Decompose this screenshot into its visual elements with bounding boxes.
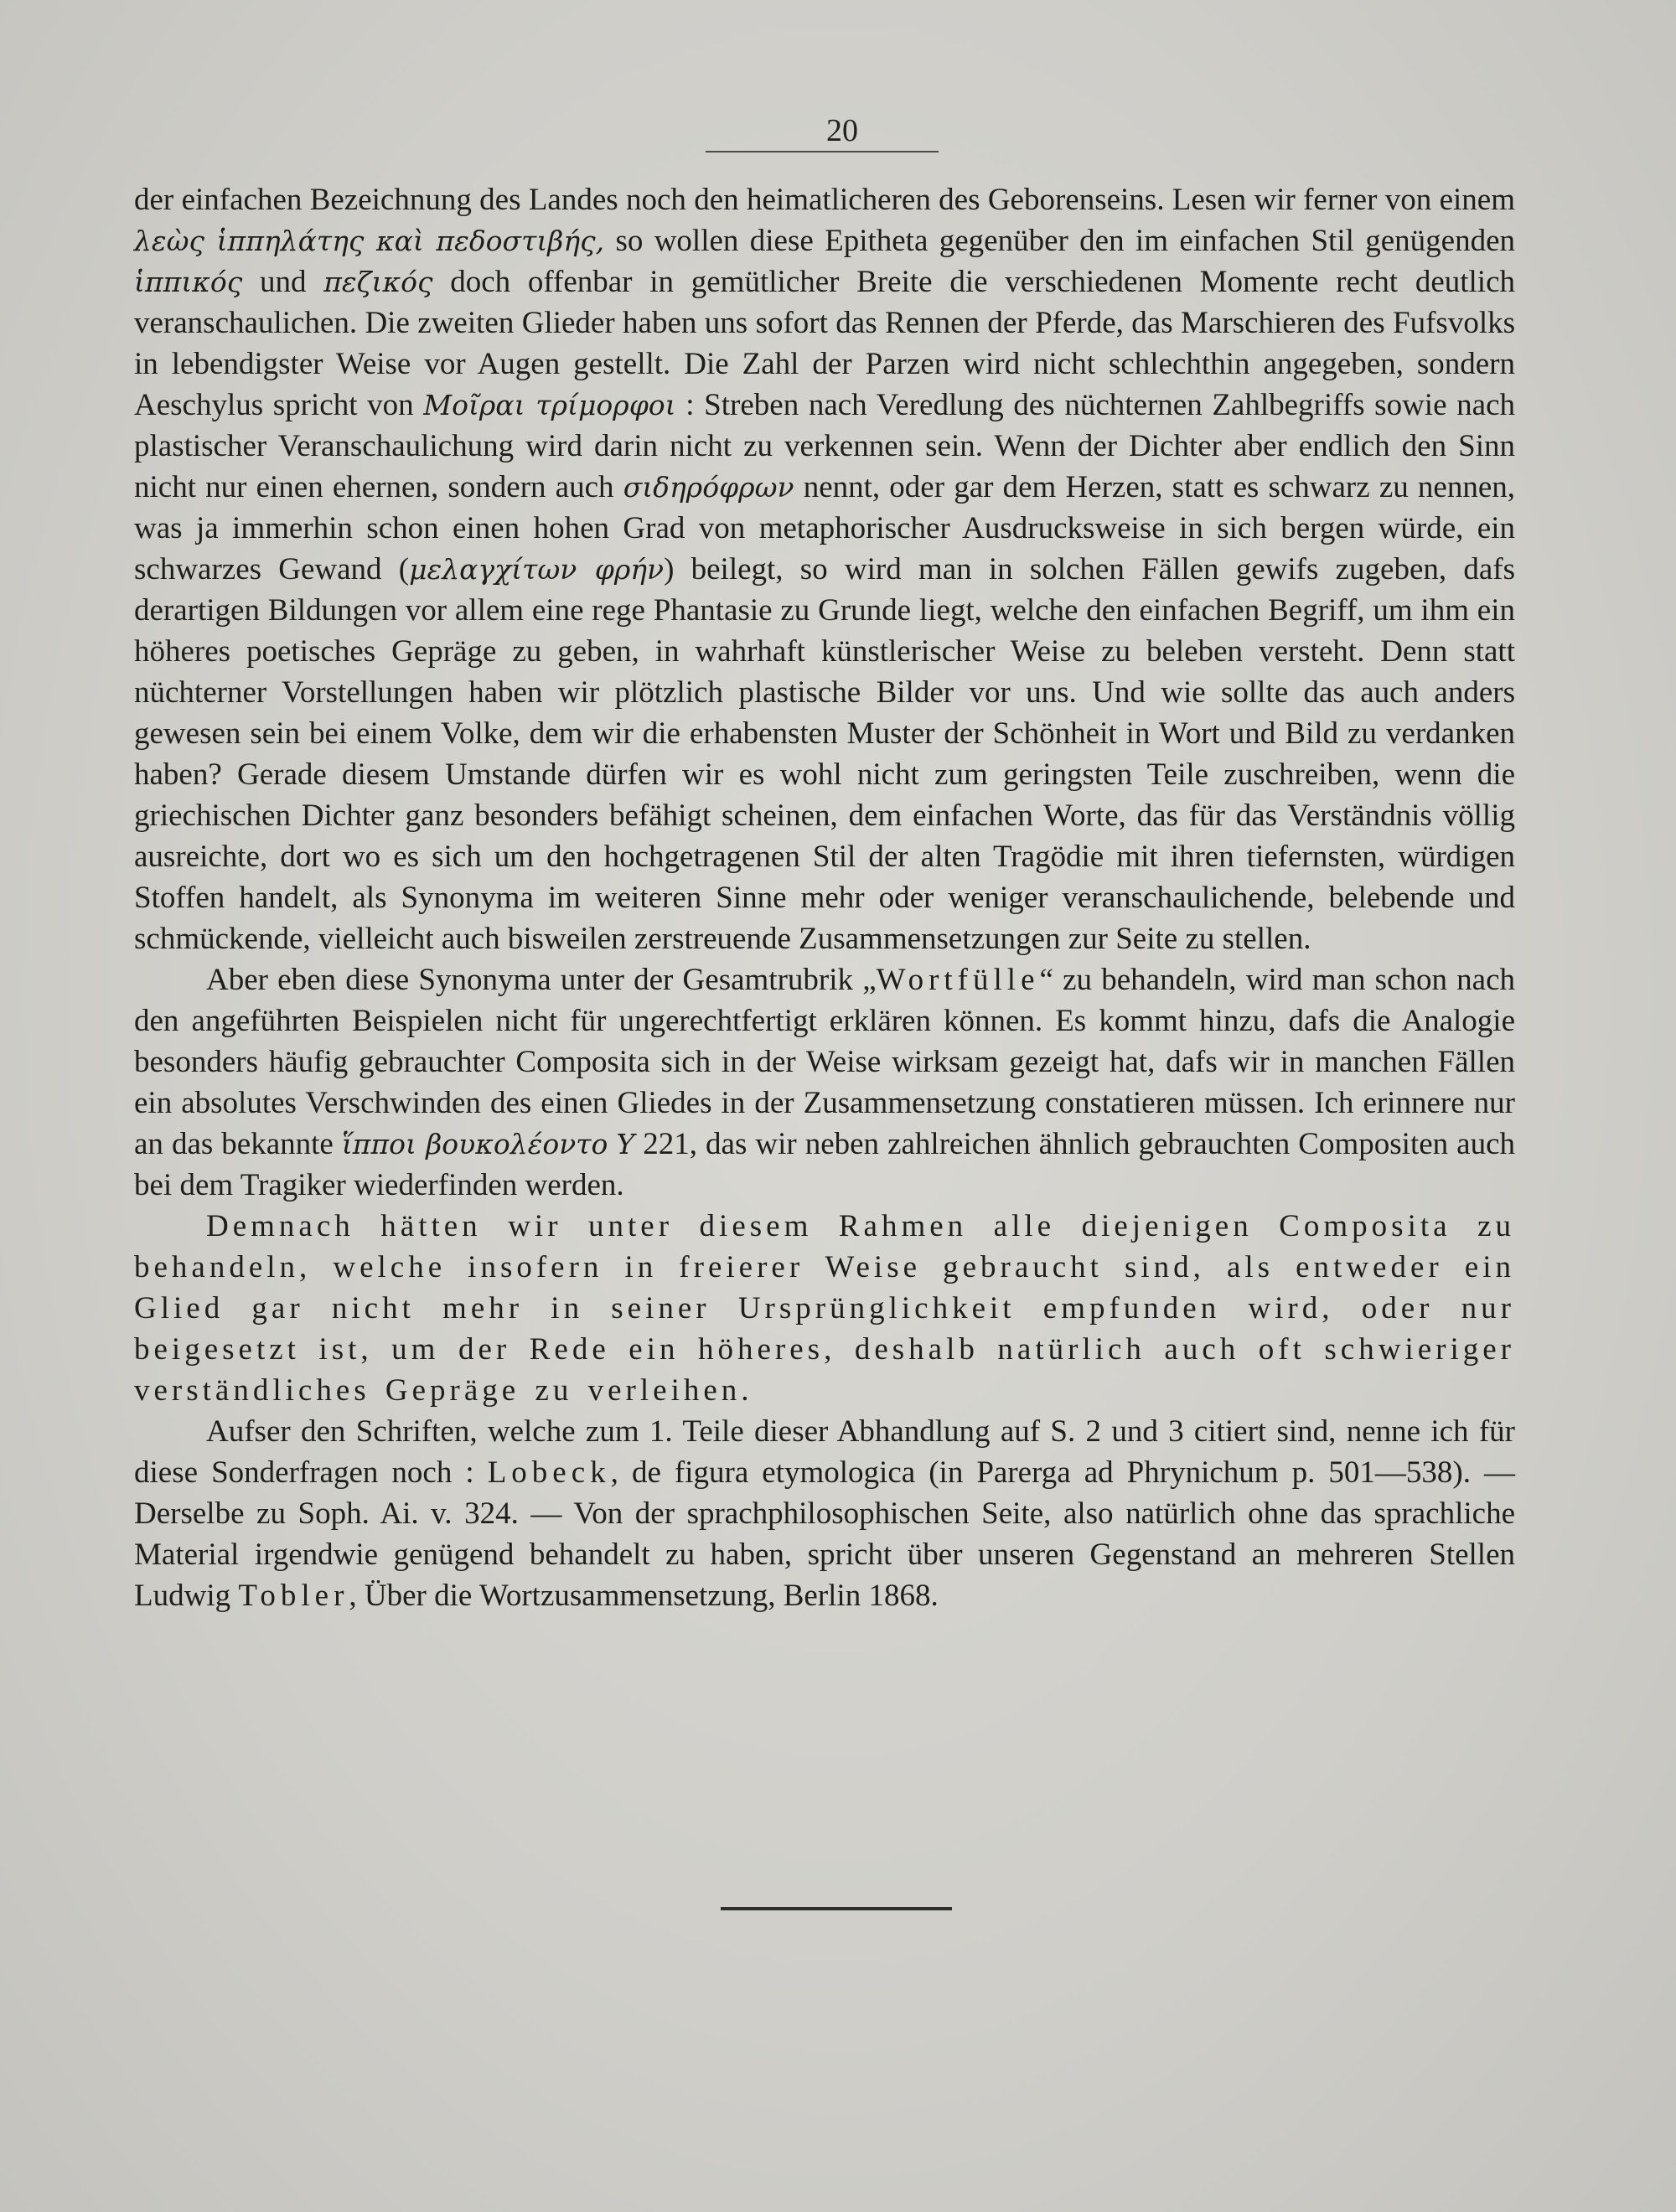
greek-text: Μοῖραι τρίμορφοι bbox=[423, 389, 676, 421]
page-number-rule bbox=[706, 151, 939, 152]
text-run: so wollen diese Epitheta gegenüber den im einfachen Stil genügenden bbox=[604, 224, 1515, 258]
text-run: “ zu behandeln, wird man schon nach den angeführten Beispielen nicht für ungerechtfertigt erklären können. Es kommt hinzu, dafs die Analogie besonders häufig gebrauchter Composita sich in der Weise wirksam gezeigt hat, dafs wir in manchen Fällen ein absolutes Verschwinden des einen Gliedes in der Zusammensetzung constatieren müssen. Ich erinnere nur an das bekannte bbox=[134, 963, 1515, 1161]
spaced-emphasis: Tobler bbox=[238, 1579, 349, 1613]
greek-text: μελαγχίτων φρήν bbox=[409, 553, 665, 586]
greek-text: πεζικός bbox=[323, 266, 433, 298]
text-run bbox=[608, 1127, 616, 1161]
text-run: Aufser den Schriften, welche zum 1. Teile dieser Abhandlung auf S. 2 und 3 citiert sind, nenne ich für diese Sonderfragen noch : bbox=[134, 1414, 1515, 1490]
text-run: 221, das wir neben zahlreichen ähnlich gebrauchten Compositen auch bei dem Tragiker wiederfinden werden. bbox=[134, 1127, 1516, 1202]
page-number: 20 bbox=[826, 113, 858, 148]
text-run: Aber eben diese Synonyma unter der Gesamtrubrik „ bbox=[206, 963, 877, 997]
spaced-emphasis: Lobeck bbox=[487, 1455, 611, 1490]
greek-text: λεὼς ἱππηλάτης καὶ πεδοστιβής, bbox=[134, 225, 605, 257]
text-run: doch offenbar in gemütlicher Breite die verschiedenen Momente recht deutlich veranschaulichen. Die zweiten Glieder haben uns sofort das Rennen der Pferde, das Marschieren des Fufsvolks in lebendigster Weise vor Augen gestellt. Die Zahl der Parzen wird nicht schlechthin angegeben, sondern Aeschylus spricht von bbox=[134, 265, 1516, 422]
text-run: und bbox=[242, 265, 324, 299]
text-run: , de figura etymologica (in Parerga ad Phrynichum p. 501—538). — Derselbe zu Soph. Ai. v. 324. — Von der sprachphilosophischen Seite, also natürlich ohne das sprachliche Material irgendwie genügend behandelt zu haben, spricht über unseren Gegenstand an mehreren Stellen Ludwig bbox=[134, 1455, 1515, 1613]
greek-text: ἱππικός bbox=[134, 266, 243, 298]
text-run: , Über die Wortzusammensetzung, Berlin 1868. bbox=[349, 1579, 939, 1613]
text-run: nennt, oder gar dem Herzen, statt es schwarz zu nennen, was ja immerhin schon einen hohen Grad von metaphorischer Ausdrucksweise in sich bergen würde, ein schwarzes Gewand ( bbox=[134, 470, 1515, 587]
spaced-emphasis: Wortfülle bbox=[876, 963, 1040, 997]
paragraph bbox=[134, 1411, 1515, 1616]
paragraph bbox=[134, 959, 1515, 1206]
end-rule bbox=[721, 1907, 952, 1910]
greek-text: σιδηρόφρων bbox=[623, 471, 794, 504]
text-run: : Streben nach Veredlung des nüchternen Zahlbegriffs sowie nach plastischer Veranschaulichung wird darin nicht zu verkennen sein. Wenn der Dichter aber endlich den Sinn nicht nur einen ehernen, sondern auch bbox=[134, 388, 1515, 504]
text-run: ) beilegt, so wird man in solchen Fällen gewifs zugeben, dafs derartigen Bildungen vor allem eine rege Phantasie zu Grunde liegt, welche den einfachen Begriff, um ihm ein höheres poetisches Gepräge zu geben, in wahrhaft künstlerischer Weise zu beleben versteht. Denn statt nüchterner Vorstellungen haben wir plötzlich plastische Bilder vor uns. Und wie sollte das auch anders gewesen sein bei einem Volke, dem wir die erhabensten Muster der Schönheit in Wort und Bild zu verdanken haben? Gerade diesem Umstande dürfen wir es wohl nicht zum geringsten Teile zuschreiben, wenn die griechischen Dichter ganz besonders befähigt scheinen, dem einfachen Worte, das für das Verständnis völlig ausreichte, dort wo es sich um den hochgetragenen Stil der alten Tragödie mit ihren tiefernsten, würdigen Stoffen handelt, als Synonyma im weiteren Sinne mehr oder weniger veranschaulichende, belebende und schmückende, vielleicht auch bisweilen zerstreuende Zusammensetzungen zur Seite zu stellen. bbox=[134, 552, 1515, 956]
text-run: Demnach hätten wir unter diesem Rahmen alle diejenigen Composita zu behandeln, welche insofern in freierer Weise gebraucht sind, als entweder ein Glied gar nicht mehr in seiner Ursprünglichkeit empfunden wird, oder nur beigesetzt ist, um der Rede ein höheres, deshalb natürlich auch oft schwieriger verständliches Gepräge zu verleihen. bbox=[134, 1209, 1515, 1408]
text-run: der einfachen Bezeichnung des Landes noch den heimatlicheren des Geborenseins. Lesen wir ferner von einem bbox=[134, 183, 1515, 217]
paragraph bbox=[134, 1206, 1515, 1411]
body-text bbox=[134, 179, 1515, 1616]
greek-text: Υ bbox=[616, 1128, 635, 1160]
paragraph bbox=[134, 179, 1515, 959]
greek-text: ἵπποι βουκολέοντο bbox=[341, 1128, 608, 1160]
